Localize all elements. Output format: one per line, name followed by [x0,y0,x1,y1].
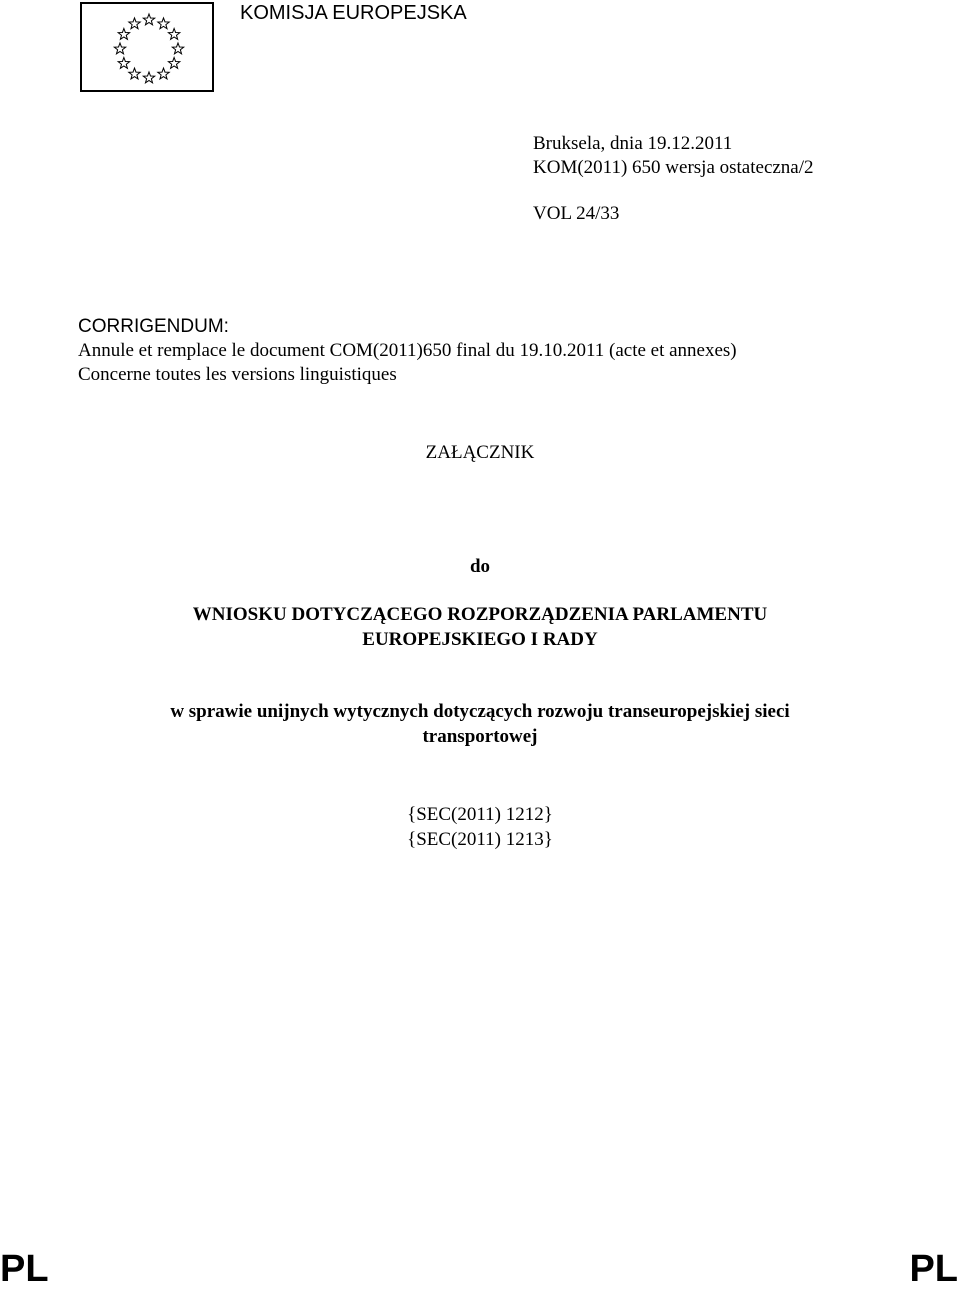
organization-name: KOMISJA EUROPEJSKA [240,2,467,24]
star-icon [129,68,140,79]
place-date: Bruksela, dnia 19.12.2011 [533,133,733,154]
corrigendum-title: CORRIGENDUM: [78,316,229,337]
star-icon [118,58,129,69]
volume-number: VOL 24/33 [533,203,620,224]
subject-line-2: transportowej [422,726,538,747]
star-icon [118,29,129,40]
star-icon [158,68,169,79]
corrigendum-line-1: Annule et remplace le document COM(2011)650 final du 19.10.2011 (acte et annexes) [78,340,737,361]
star-icon [114,43,125,54]
star-icon [168,29,179,40]
star-icon [172,43,183,54]
star-icon [143,72,154,83]
annex-preposition: do [469,556,491,577]
star-icon [129,18,140,29]
language-code-left: PL [0,1248,49,1290]
sec-reference-1: {SEC(2011) 1212} [407,804,553,825]
star-icon [143,14,154,25]
proposal-title-line-2: EUROPEJSKIEGO I RADY [362,629,598,650]
subject-line-1: w sprawie unijnych wytycznych dotyczących rozwoju transeuropejskiej sieci [170,701,790,722]
star-icon [168,58,179,69]
sec-reference-2: {SEC(2011) 1213} [407,829,553,850]
proposal-title-line-1: WNIOSKU DOTYCZĄCEGO ROZPORZĄDZENIA PARLAMENTU [192,604,768,625]
annex-title: ZAŁĄCZNIK [425,442,535,463]
document-reference: KOM(2011) 650 wersja ostateczna/2 [533,157,814,178]
language-code-right: PL [909,1248,958,1290]
star-icon [158,18,169,29]
corrigendum-line-2: Concerne toutes les versions linguistiques [78,364,397,385]
eu-flag-logo [80,2,214,92]
eu-flag-stars-icon [82,4,216,94]
